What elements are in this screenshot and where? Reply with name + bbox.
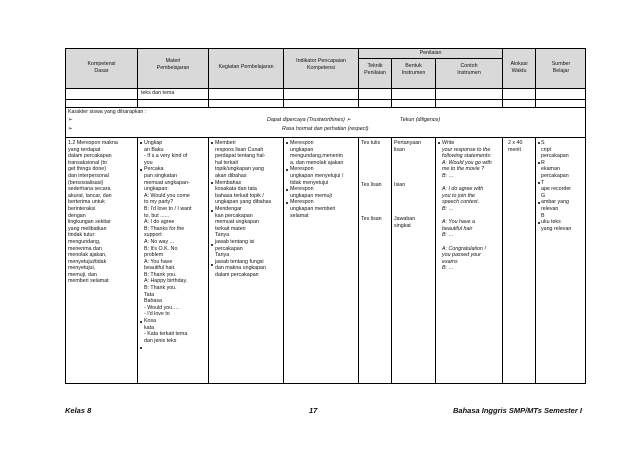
- header-kompetensi: Kompetensi Dasar: [87, 61, 116, 74]
- header-contoh: Contoh Instrumen: [457, 63, 481, 76]
- bullet-icon: [286, 202, 288, 204]
- bullet-icon: [211, 264, 213, 266]
- header-sumber: Sumber Belajar: [551, 61, 571, 74]
- bullet-icon: [538, 202, 540, 204]
- bullet-icon: [538, 182, 540, 184]
- karakter-line1: Dapat dipercaya (Trustworthines) ➢: [267, 117, 351, 123]
- row-divider: [65, 99, 586, 100]
- bentuk-item: Isian: [394, 182, 406, 188]
- bullet-icon: [538, 222, 540, 224]
- bentuk-item: Pertanyaan lisan: [394, 140, 422, 153]
- karakter-line2: Rasa hormat dan perhatian (respect): [282, 126, 369, 132]
- footer-page-number: 17: [309, 406, 318, 415]
- footer-subject: Bahasa Inggris SMP/MTs Semester I: [453, 406, 582, 415]
- header-kegiatan: Kegiatan Pembelajaran: [218, 64, 274, 70]
- col-divider: [283, 48, 284, 107]
- col-divider: [435, 137, 436, 384]
- bullet-icon: [438, 142, 440, 144]
- teknik-item: Tes tulis: [361, 140, 381, 146]
- col-divider: [502, 137, 503, 384]
- bullet-icon: [538, 142, 540, 144]
- materi-text: Ungkap an Baku - If s.a very kind of you Percaka pan singkatan memuat ungkapan- ungkapan: A: Would you come to my party? B: I'd love to / I want to, but ...... A: I do agree B: Thanks for the support A: No way ... B: It's O.K. No problem A: You have beautiful hair. B: Thank you. A: Happy birthday. B: Thank you. Tata Bahasa - Would you…. - I'd love to Kosa kata - Kata terkait tema dan jenis teks: [144, 140, 192, 344]
- bullet-icon: [140, 347, 142, 349]
- karakter-arrow-2: ➢: [68, 126, 73, 132]
- bullet-icon: [538, 162, 540, 164]
- col-divider: [283, 137, 284, 384]
- bullet-icon: [211, 182, 213, 184]
- karakter-arrow-1: ➢: [68, 117, 73, 123]
- header-alokasi: Alokasi Waktu: [510, 61, 528, 74]
- bullet-icon: [211, 210, 213, 212]
- bullet-icon: [140, 169, 142, 171]
- table-border-bottom: [65, 383, 586, 384]
- col-divider: [358, 137, 359, 384]
- bullet-icon: [286, 189, 288, 191]
- karakter-title: Karakter siswa yang diharapkan :: [68, 109, 147, 115]
- bullet-icon: [140, 321, 142, 323]
- table-border-top: [65, 48, 586, 49]
- col-divider: [208, 137, 209, 384]
- header-indikator: Indikator Pencapaian Kompetensi: [296, 58, 346, 71]
- kompetensi-dasar-text: 1.2 Merespon makna yang terdapat dalam percakapan transaksional (to get things done) dan interpersonal (bersosialisasi) sederhana secara akurat, lancar, dan berterima untuk berinteraksi dengan lingkungan sekitar yang melibatkan tindak tutur: mengundang, menerima dan menolak ajakan, menyetujui/tidak menyetujui, memuji, dan memberi selamat: [68, 140, 118, 285]
- bullet-icon: [286, 142, 288, 144]
- row-divider: [65, 88, 586, 89]
- kegiatan-text: Memberi respons lisan Cunah perdapat tentang hal- hal terkait topik/ungkapan yang akan dibahas Membahas kosakata dan tata bahasa terkait topik / ungkapan yang dibahas Mendengar kan percakapan memuat ungkapan terkait materi Tanya jawab tentang isi percakapan Tanya jawab tentang fungsi dan makna ungkapan dalam percakapan: [215, 140, 272, 278]
- bullet-icon: [140, 142, 142, 144]
- alokasi-waktu-text: 2 x 40 menit: [508, 140, 523, 153]
- teknik-item: Tes lisan: [361, 216, 382, 222]
- row-divider: [358, 58, 502, 59]
- col-divider: [358, 48, 359, 107]
- bullet-icon: [211, 142, 213, 144]
- karakter-line1b: Tekun (diligence): [400, 117, 441, 123]
- row-divider: [65, 107, 586, 108]
- col-divider: [535, 137, 536, 384]
- footer-class: Kelas 8: [65, 406, 92, 415]
- col-divider: [535, 48, 536, 107]
- header-materi: Materi Pembelajaran: [156, 58, 190, 71]
- header-bentuk: Bentuk Instrumen: [401, 63, 426, 76]
- bentuk-item: Jawaban singkat: [394, 216, 416, 229]
- col-divider: [391, 137, 392, 384]
- col-divider: [208, 48, 209, 107]
- header-penilaian: Penilaian: [419, 50, 442, 56]
- col-divider: [502, 48, 503, 107]
- row-teks-dan-tema: teks dan tema: [141, 90, 175, 96]
- col-divider: [137, 48, 138, 107]
- col-divider: [137, 137, 138, 384]
- contoh-instrumen-text: Write your response to the following statements: A: Would you go with me to the movie ? B: … A: I do agree with you to join the speech contest. B: … A: You have a beautiful hair B: … A: Congratulation ! you passed your exams B: …: [442, 140, 492, 272]
- sumber-belajar-text: S cript percakapan R ekaman percakapan T ape recorder G ambar yang relevan B uku teks yang relevan: [541, 140, 572, 232]
- indikator-text: Merespon ungkapan mengundang,menerim a, dan menolak ajakan Merespon ungkapan menyetujui / tidak menyetujui Merespon ungkapan memuji Merespon ungkapan memberi selamat: [290, 140, 344, 219]
- row-divider: [65, 137, 586, 138]
- teknik-item: Tes lisan: [361, 182, 382, 188]
- header-teknik: Teknik Penilaian: [364, 63, 386, 76]
- bullet-icon: [286, 169, 288, 171]
- bullet-icon: [211, 244, 213, 246]
